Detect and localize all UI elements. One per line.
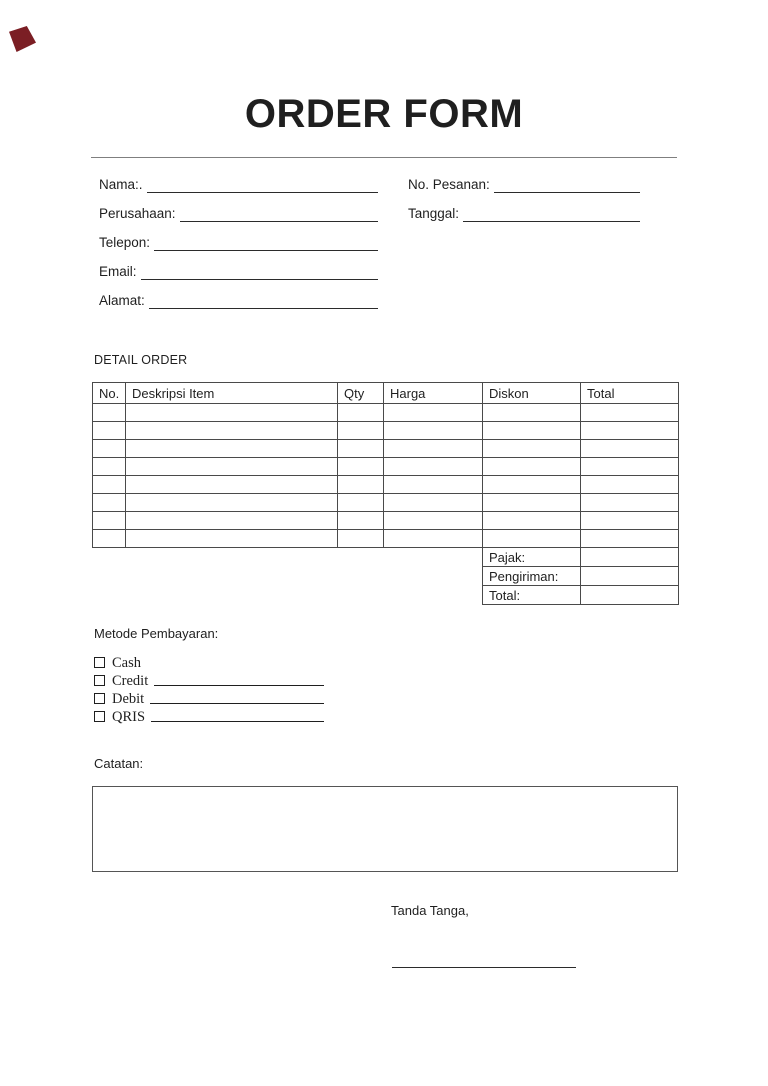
credit-label: Credit	[112, 673, 149, 689]
item-cell[interactable]	[483, 404, 581, 422]
item-cell[interactable]	[384, 422, 483, 440]
item-cell[interactable]	[338, 494, 384, 512]
summary-row-pengiriman	[483, 567, 679, 586]
field-nama	[99, 175, 378, 204]
field-email	[99, 262, 378, 291]
customer-fields-left	[99, 175, 378, 320]
item-cell[interactable]	[581, 494, 679, 512]
cash-checkbox[interactable]	[94, 657, 105, 668]
summary-label-total: Total:	[483, 586, 581, 605]
table-row	[93, 512, 679, 530]
order-summary-table	[482, 547, 679, 605]
summary-value-pengiriman[interactable]	[581, 567, 679, 586]
item-cell[interactable]	[581, 404, 679, 422]
col-header-qty: Qty	[338, 383, 384, 404]
item-cell[interactable]	[384, 530, 483, 548]
credit-detail-input[interactable]	[154, 673, 324, 686]
item-cell[interactable]	[384, 440, 483, 458]
item-cell[interactable]	[338, 422, 384, 440]
item-cell[interactable]	[384, 458, 483, 476]
col-header-diskon: Diskon	[483, 383, 581, 404]
detail-order-heading: DETAIL ORDER	[94, 353, 188, 367]
field-alamat-label: Alamat:	[99, 293, 145, 308]
customer-fields-right	[408, 175, 640, 233]
payment-option-debit	[94, 691, 324, 709]
field-email-label: Email:	[99, 264, 137, 279]
qris-detail-input[interactable]	[151, 709, 324, 722]
item-cell[interactable]	[126, 494, 338, 512]
item-cell[interactable]	[384, 404, 483, 422]
field-perusahaan-input[interactable]	[180, 204, 378, 222]
payment-options	[94, 655, 324, 727]
item-cell[interactable]	[581, 422, 679, 440]
col-header-deskripsi: Deskripsi Item	[126, 383, 338, 404]
item-cell[interactable]	[93, 440, 126, 458]
item-cell[interactable]	[126, 422, 338, 440]
item-cell[interactable]	[581, 512, 679, 530]
field-email-input[interactable]	[141, 262, 378, 280]
summary-value-pajak[interactable]	[581, 548, 679, 567]
field-no-pesanan	[408, 175, 640, 204]
table-row	[93, 530, 679, 548]
item-cell[interactable]	[93, 512, 126, 530]
summary-label-pengiriman: Pengiriman:	[483, 567, 581, 586]
debit-checkbox[interactable]	[94, 693, 105, 704]
field-no-pesanan-label: No. Pesanan:	[408, 177, 490, 192]
item-cell[interactable]	[338, 476, 384, 494]
col-header-total: Total	[581, 383, 679, 404]
summary-row-pajak	[483, 548, 679, 567]
item-cell[interactable]	[338, 512, 384, 530]
title-divider	[91, 157, 677, 158]
summary-value-total[interactable]	[581, 586, 679, 605]
debit-detail-input[interactable]	[150, 691, 324, 704]
item-cell[interactable]	[93, 530, 126, 548]
corner-mark	[9, 26, 36, 52]
payment-option-qris	[94, 709, 324, 727]
item-cell[interactable]	[338, 440, 384, 458]
field-perusahaan	[99, 204, 378, 233]
field-alamat	[99, 291, 378, 320]
field-tanggal-input[interactable]	[463, 204, 640, 222]
item-cell[interactable]	[581, 530, 679, 548]
item-cell[interactable]	[126, 404, 338, 422]
item-cell[interactable]	[126, 440, 338, 458]
table-row	[93, 440, 679, 458]
item-cell[interactable]	[126, 512, 338, 530]
table-row	[93, 494, 679, 512]
signature-line[interactable]	[392, 967, 576, 968]
item-cell[interactable]	[338, 458, 384, 476]
item-cell[interactable]	[483, 494, 581, 512]
field-telepon-label: Telepon:	[99, 235, 151, 250]
col-header-harga: Harga	[384, 383, 483, 404]
notes-heading: Catatan:	[94, 756, 144, 771]
payment-option-cash	[94, 655, 324, 673]
item-cell[interactable]	[93, 476, 126, 494]
field-tanggal-label: Tanggal:	[408, 206, 460, 221]
field-nama-label: Nama:.	[99, 177, 143, 192]
payment-option-credit	[94, 673, 324, 691]
item-cell[interactable]	[581, 440, 679, 458]
item-cell[interactable]	[384, 476, 483, 494]
field-perusahaan-label: Perusahaan:	[99, 206, 176, 221]
item-cell[interactable]	[384, 512, 483, 530]
summary-row-total	[483, 586, 679, 605]
summary-label-pajak: Pajak:	[483, 548, 581, 567]
item-cell[interactable]	[483, 458, 581, 476]
item-cell[interactable]	[483, 476, 581, 494]
item-cell[interactable]	[581, 458, 679, 476]
field-nama-input[interactable]	[147, 175, 378, 193]
item-cell[interactable]	[93, 422, 126, 440]
table-row	[93, 476, 679, 494]
notes-input-box[interactable]	[92, 786, 678, 872]
debit-label: Debit	[112, 691, 145, 707]
table-row	[93, 458, 679, 476]
field-alamat-input[interactable]	[149, 291, 378, 309]
table-row	[93, 404, 679, 422]
col-header-no: No.	[93, 383, 126, 404]
table-row	[93, 422, 679, 440]
credit-checkbox[interactable]	[94, 675, 105, 686]
item-cell[interactable]	[126, 458, 338, 476]
item-cell[interactable]	[483, 440, 581, 458]
item-cell[interactable]	[338, 530, 384, 548]
field-tanggal	[408, 204, 640, 233]
field-telepon-input[interactable]	[154, 233, 378, 251]
page-title: ORDER FORM	[244, 92, 524, 136]
signature-heading: Tanda Tanga,	[391, 903, 469, 918]
item-cell[interactable]	[126, 476, 338, 494]
item-cell[interactable]	[93, 494, 126, 512]
cash-label: Cash	[112, 655, 141, 671]
item-cell[interactable]	[581, 476, 679, 494]
item-cell[interactable]	[93, 458, 126, 476]
order-items-table	[92, 382, 679, 548]
item-cell[interactable]	[483, 422, 581, 440]
item-cell[interactable]	[384, 494, 483, 512]
item-cell[interactable]	[483, 530, 581, 548]
item-cell[interactable]	[338, 404, 384, 422]
item-cell[interactable]	[93, 404, 126, 422]
payment-method-heading: Metode Pembayaran:	[94, 626, 219, 641]
qris-label: QRIS	[112, 709, 146, 725]
item-cell[interactable]	[483, 512, 581, 530]
table-header-row	[93, 383, 679, 404]
field-no-pesanan-input[interactable]	[494, 175, 640, 193]
qris-checkbox[interactable]	[94, 711, 105, 722]
field-telepon	[99, 233, 378, 262]
item-cell[interactable]	[126, 530, 338, 548]
